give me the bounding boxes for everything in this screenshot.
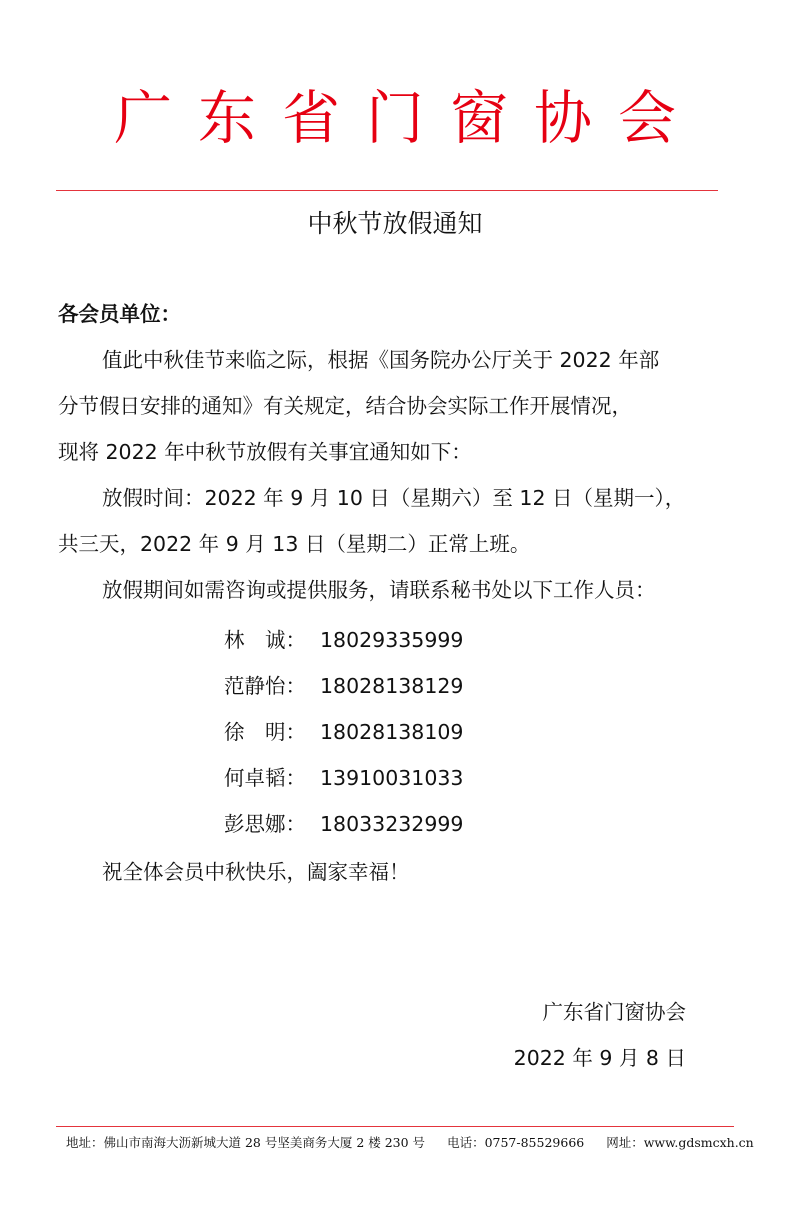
contact-name: 徐 明： <box>224 720 306 744</box>
contact-row <box>224 624 463 656</box>
footer <box>66 1133 754 1153</box>
signature-organization: 广东省门窗协会 <box>542 1000 686 1024</box>
footer-address: 地址：佛山市南海大沥新城大道 28 号坚美商务大厦 2 楼 230 号 <box>66 1135 426 1150</box>
footer-divider <box>56 1126 734 1127</box>
footer-phone: 电话：0757-85529666 <box>447 1135 585 1150</box>
paragraph-2-line-2: 共三天，2022 年 9 月 13 日（星期二）正常上班。 <box>58 532 531 556</box>
contact-phone: 18028138129 <box>320 674 464 698</box>
paragraph-2-line-1: 放假时间：2022 年 9 月 10 日（星期六）至 12 日（星期一）， <box>102 486 686 510</box>
contact-phone: 13910031033 <box>320 766 464 790</box>
notice-title: 中秋节放假通知 <box>307 209 483 238</box>
closing-greeting: 祝全体会员中秋快乐，阖家幸福！ <box>102 860 410 884</box>
contact-row <box>224 670 463 702</box>
contact-row <box>224 716 463 748</box>
signature-date: 2022 年 9 月 8 日 <box>513 1046 686 1070</box>
header-divider <box>56 190 718 191</box>
contact-phone: 18028138109 <box>320 720 464 744</box>
contact-row <box>224 762 463 794</box>
contact-row <box>224 808 463 840</box>
contact-phone: 18029335999 <box>320 628 464 652</box>
paragraph-1-line-3: 现将 2022 年中秋节放假有关事宜通知如下： <box>58 440 472 464</box>
contact-name: 何卓韬： <box>224 766 306 790</box>
contact-name: 彭思娜： <box>224 812 306 836</box>
contact-name: 林 诚： <box>224 628 306 652</box>
organization-letterhead: 广东省门窗协会 <box>113 84 702 152</box>
paragraph-1-line-1: 值此中秋佳节来临之际，根据《国务院办公厅关于 2022 年部 <box>102 348 660 372</box>
footer-website: 网址：www.gdsmcxh.cn <box>606 1135 754 1150</box>
paragraph-3: 放假期间如需咨询或提供服务，请联系秘书处以下工作人员： <box>102 578 656 602</box>
salutation: 各会员单位： <box>58 302 181 326</box>
contact-name: 范静怡： <box>224 674 306 698</box>
contact-phone: 18033232999 <box>320 812 464 836</box>
paragraph-1-line-2: 分节假日安排的通知》有关规定，结合协会实际工作开展情况， <box>58 394 632 418</box>
